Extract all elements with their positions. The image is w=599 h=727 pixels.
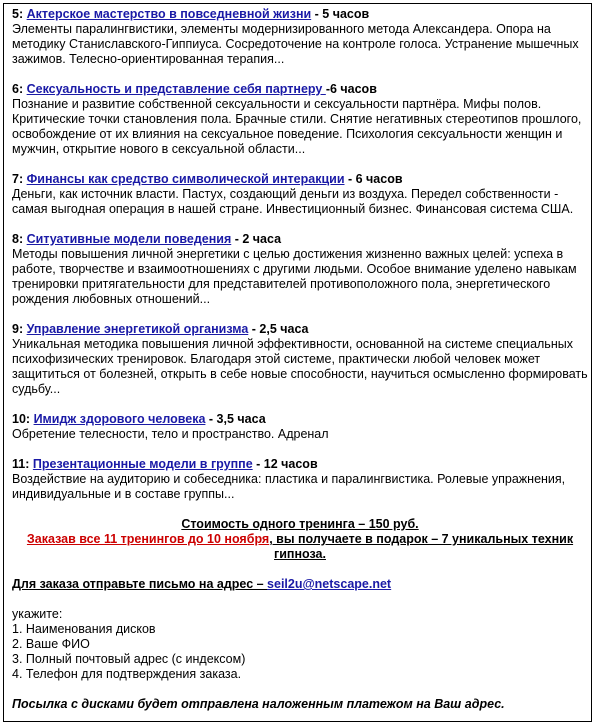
training-title-link[interactable]: Финансы как средство символической интеракции: [26, 172, 345, 186]
list-item: 2. Ваше ФИО: [12, 637, 90, 651]
order-line: [12, 577, 588, 592]
final-note: Посылка с дисками будет отправлена наложенным платежом на Ваш адрес.: [12, 697, 505, 711]
training-number: 8:: [12, 232, 24, 246]
training-number: 11:: [12, 457, 30, 471]
training-duration: - 6 часов: [344, 172, 403, 186]
training-description: Элементы паралингвистики, элементы модернизированного метода Александера. Опора на методику Станиславского-Гиппиуса. Сосредоточение на контроле голоса. Устранение мышечных зажимов. Телесно-ориентированная терапия...: [12, 22, 579, 66]
training-duration: - 2,5 часа: [248, 322, 309, 336]
order-text: Для заказа отправьте письмо на адрес –: [12, 577, 268, 591]
training-item: [12, 412, 588, 442]
content: [12, 7, 588, 712]
training-item: [12, 172, 588, 217]
training-description: Воздействие на аудиторию и собеседника: пластика и паралингвистика. Ролевые упражнения, индивидуальные и в составе группы...: [12, 472, 566, 501]
training-heading: [12, 232, 588, 247]
training-item: [12, 457, 588, 502]
training-number: 10:: [12, 412, 31, 426]
training-item: [12, 7, 588, 67]
training-heading: [12, 172, 588, 187]
list-item: 3. Полный почтовый адрес (с индексом): [12, 652, 246, 666]
email-link[interactable]: seil2u@netscape.net: [267, 577, 392, 591]
list-item: 1. Наименования дисков: [12, 622, 156, 636]
training-duration: -6 часов: [325, 82, 377, 96]
training-description: Деньги, как источник власти. Пастух, создающий деньги из воздуха. Передел собственности - самая выгодная операция в нашей стране. Инвестиционный бизнес. Финансовая система США.: [12, 187, 574, 216]
training-description: Познание и развитие собственной сексуальности и сексуальности партнёра. Мифы полов. Критические точки становления пола. Брачные стили. Снятие негативных стереотипов прошлого, освобождение от их влияния на сексуальное поведение. Психология сексуальности женщин и мужчин, открытие нового в сексуальной области...: [12, 97, 582, 156]
training-heading: [12, 322, 588, 337]
instructions: [12, 607, 588, 682]
training-title-link[interactable]: Управление энергетикой организма: [26, 322, 249, 336]
training-duration: - 2 часа: [231, 232, 282, 246]
instructions-list: [12, 622, 588, 682]
training-number: 9:: [12, 322, 24, 336]
training-duration: - 12 часов: [252, 457, 318, 471]
training-heading: [12, 82, 588, 97]
training-heading: [12, 457, 588, 472]
training-title-link[interactable]: Имидж здорового человека: [33, 412, 206, 426]
training-description: Методы повышения личной энергетики с целью достижения жизненно важных целей: успеха в работе, творчестве и взаимоотношениях с другими людьми. Особое внимание уделено навыкам тренировки притягательности для представителей противоположного пола, энергетического рождения любовных отношений...: [12, 247, 577, 306]
training-item: [12, 82, 588, 157]
instructions-intro: укажите:: [12, 607, 63, 621]
list-item: 4. Телефон для подтверждения заказа.: [12, 667, 242, 681]
training-title-link[interactable]: Актерское мастерство в повседневной жизни: [26, 7, 312, 21]
promo-highlight: Заказав все 11 тренингов до 10 ноября: [26, 532, 270, 546]
training-heading: [12, 7, 588, 22]
training-number: 6:: [12, 82, 24, 96]
training-title-link[interactable]: Ситуативные модели поведения: [26, 232, 232, 246]
training-list: [12, 7, 588, 502]
training-number: 5:: [12, 7, 24, 21]
training-heading: [12, 412, 588, 427]
training-title-link[interactable]: Презентационные модели в группе: [32, 457, 253, 471]
training-duration: - 3,5 часа: [205, 412, 266, 426]
training-number: 7:: [12, 172, 24, 186]
page-frame: [3, 3, 592, 722]
training-duration: - 5 часов: [311, 7, 370, 21]
promo-line: [12, 532, 588, 562]
training-title-link[interactable]: Сексуальность и представление себя партнеру: [26, 82, 326, 96]
training-item: [12, 322, 588, 397]
training-item: [12, 232, 588, 307]
price-line: Стоимость одного тренинга – 150 руб.: [181, 517, 419, 531]
training-description: Обретение телесности, тело и пространство. Адренал: [12, 427, 329, 441]
training-description: Уникальная методика повышения личной эффективности, основанной на системе специальных психофизических тренировок. Благодаря этой системе, практически любой человек может защититься от болезней, открыть в себе новые способности, научиться осмысленно формировать судьбу...: [12, 337, 588, 396]
promo-rest: , вы получаете в подарок – 7 уникальных техник гипноза.: [269, 532, 574, 561]
